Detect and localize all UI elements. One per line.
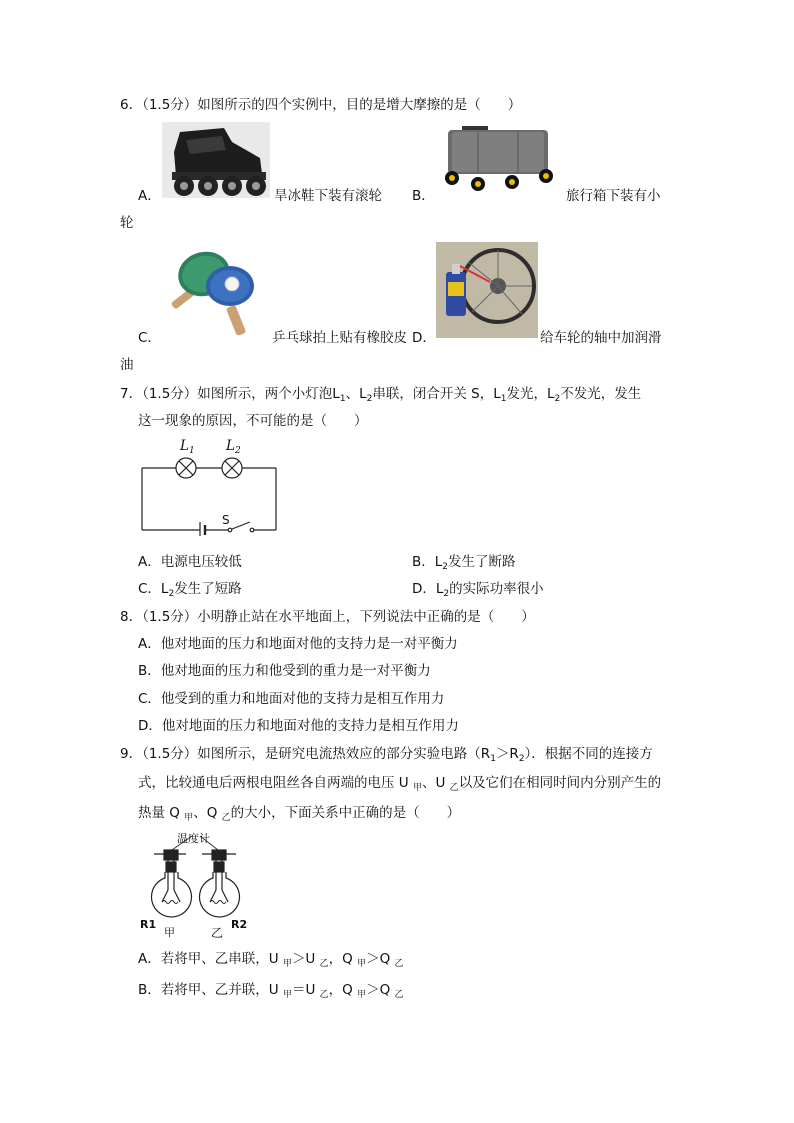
q9-option-b: B．若将甲、乙并联，U $_甲$＝U $_乙$，Q $_甲$＞Q $_乙$ [138,982,404,1000]
q6-option-b-text: 旅行箱下装有小 [566,188,661,204]
q6-option-d-continued: 油 [120,357,134,373]
q7-stem-line1: 7．（1.5分）如图所示，两个小灯泡$L_1$、$L_2$串联，闭合开关 S，$L_1$发光，$L_2$不发光，发生 [120,386,642,404]
q7-fig-label-l2: $L_2$ [226,438,241,456]
q9-fig-yi-label: 乙 [211,926,224,940]
q6-option-c-letter: C． [138,330,161,346]
q9-option-a: A．若将甲、乙串联，U $_甲$＞U $_乙$，Q $_甲$＞Q $_乙$ [138,951,404,969]
q7-fig-label-l1: $L_1$ [180,438,195,456]
q9-fig-r1-label: R1 [140,918,157,931]
q9-stem-line2: 式，比较通电后两根电阻丝各自两端的电压 U $_甲$、U $_乙$以及它们在相同时间内分别产生的 [138,775,662,793]
q6-option-b-letter: B． [412,188,435,204]
q7-fig-label-s: S [222,513,230,527]
q7-option-c: C．$L_2$发生了短路 [138,581,242,599]
q6-stem: 6．（1.5分）如图所示的四个实例中，目的是增大摩擦的是（ ） [120,97,522,113]
q8-option-a: A．他对地面的压力和地面对他的支持力是一对平衡力 [138,636,458,652]
ping-pong-paddle-photo-icon [164,248,260,340]
q6-option-b-continued: 轮 [120,215,134,231]
q7-option-d: D．$L_2$的实际功率很小 [412,581,544,599]
q7-option-b: B．$L_2$发生了断路 [412,554,516,572]
q9-fig-thermometer-label: 温度计 [177,832,210,845]
q8-option-d: D．他对地面的压力和地面对他的支持力是相互作用力 [138,718,459,734]
q6-option-c-text: 乒乓球拍上贴有橡胶皮 [272,330,407,346]
q6-option-d-letter: D． [412,330,436,346]
q7-option-a: A．电源电压较低 [138,554,242,570]
q6-option-d-text: 给车轮的轴中加润滑 [540,330,662,346]
bike-axle-photo-icon [436,242,538,338]
q6-option-a-letter: A． [138,188,161,204]
q9-fig-jia-label: 甲 [164,926,175,939]
q9-fig-r2-label: R2 [231,918,248,931]
suitcase-photo-icon [438,126,562,192]
q8-stem: 8．（1.5分）小明静止站在水平地面上，下列说法中正确的是（ ） [120,609,535,625]
q8-option-b: B．他对地面的压力和他受到的重力是一对平衡力 [138,663,431,679]
q8-option-c: C．他受到的重力和地面对他的支持力是相互作用力 [138,691,445,707]
series-circuit-diagram [134,436,284,536]
q9-stem-line3: 热量 Q $_甲$、Q $_乙$的大小，下面关系中正确的是（ ） [138,805,461,823]
q7-stem-line2: 这一现象的原因，不可能的是（ ） [138,413,368,429]
skate-photo-icon [162,122,270,198]
q6-option-a-text: 旱冰鞋下装有滚轮 [274,188,382,204]
q9-stem-line1: 9．（1.5分）如图所示，是研究电流热效应的部分实验电路$(R_1>R_2)$．根据不同的连接方 [120,746,653,764]
